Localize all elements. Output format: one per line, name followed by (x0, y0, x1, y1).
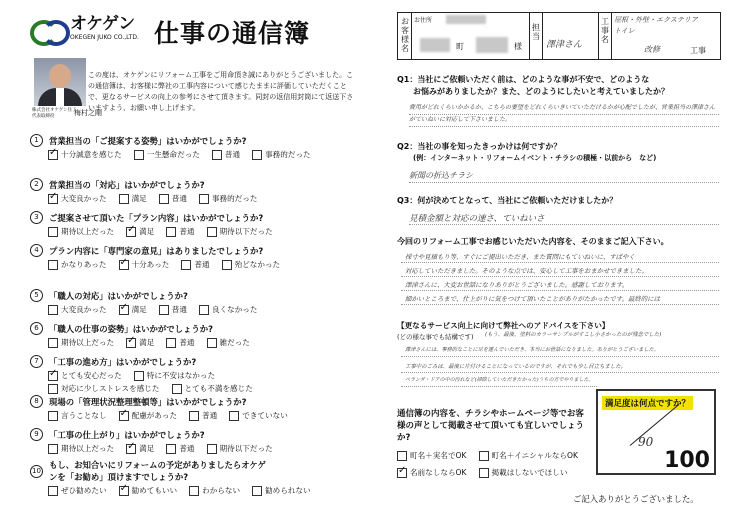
answer-option-label: 普通 (171, 305, 187, 314)
answer-option[interactable] (189, 410, 217, 421)
answer-option[interactable] (48, 370, 122, 381)
answer-option[interactable] (48, 485, 107, 496)
publish-option-label: 町名＋実名でOK (410, 451, 467, 460)
question-number: 6 (30, 322, 43, 335)
publish-option-label: 掲載はしないでほしい (491, 468, 568, 477)
question-1 (30, 134, 323, 160)
answer-option[interactable] (207, 226, 273, 237)
q1-answer: 費用がどれくらいかかるか、こちらの要望をどれくらいきいていただけるかが心配でしたが、営業担当の澤津さんがていねいに対応して下さいました。 (409, 104, 716, 123)
checkbox[interactable] (48, 305, 58, 315)
answer-option-label: 勧められない (265, 486, 311, 495)
redacted-town (420, 38, 450, 52)
checkbox[interactable] (199, 305, 209, 315)
checkbox[interactable] (166, 227, 176, 237)
answer-option[interactable] (48, 443, 114, 454)
checkbox-checked[interactable] (119, 411, 129, 421)
answer-option-label: 大変良かった (61, 305, 107, 314)
answer-option-label: 期待以下だった (219, 227, 273, 236)
checkbox[interactable] (48, 444, 58, 454)
answer-option[interactable] (48, 383, 160, 394)
answer-option[interactable] (166, 226, 194, 237)
question-heading (30, 289, 270, 302)
checkbox[interactable] (252, 150, 262, 160)
work-label: 工事名 (601, 17, 609, 44)
answer-option-label: 対応に少しストレスを感じた (61, 384, 160, 393)
work-suffix: 工事 (690, 46, 706, 55)
question-text: 現場の「管理状況整理整頓等」はいかがでしょうか? (49, 396, 247, 407)
answer-options (48, 193, 270, 204)
answer-option[interactable] (48, 149, 122, 160)
answer-option-label: 特に不安はなかった (146, 371, 216, 380)
answer-options (48, 304, 270, 315)
logo-mark-icon (30, 18, 66, 40)
question-text: 「工事の進め方」はいかがでしょうか? (49, 356, 197, 367)
answer-option-label: わからない (202, 486, 241, 495)
answer-options (48, 410, 300, 421)
question-number: 1 (30, 134, 43, 147)
answer-option-label: 配慮があった (131, 411, 178, 420)
question-text: 「職人の対応」はいかがでしょうか? (49, 290, 188, 301)
q3-label: Q3：何が決めてとなって、当社にご依頼いただけましたか？ (397, 196, 618, 205)
checkbox[interactable] (159, 305, 169, 315)
question-number: 4 (30, 244, 43, 257)
answer-option[interactable] (119, 304, 147, 315)
question-text: 「職人の仕事の姿勢」はいかがでしょうか? (49, 323, 213, 334)
checkbox-checked[interactable] (119, 305, 129, 315)
checkbox-checked[interactable] (119, 260, 129, 270)
checkbox[interactable] (229, 411, 239, 421)
question-text: プラン内容に「専門家の意見」はありましたでしょうか? (49, 245, 264, 256)
advice-line: 澤津さんには、事務的なことに尽を運んでいただき、本当にお世話になりました。ありがとうございました。 (405, 347, 659, 353)
checkbox-checked[interactable] (119, 486, 129, 496)
question-heading (30, 178, 270, 191)
answer-option-label: 言うことなし (61, 411, 107, 420)
answer-option[interactable] (252, 149, 311, 160)
publish-question: 通信簿の内容を、チラシやホームページ等でお客様の声として掲載させて頂いても宜しいでしょうか? (397, 409, 585, 443)
checkbox[interactable] (207, 444, 217, 454)
address-label: お住所 (414, 17, 433, 24)
page-title: 仕事の通信簿 (154, 19, 311, 48)
answer-option-label: ぜひ勧めたい (61, 486, 107, 495)
answer-option[interactable] (166, 443, 194, 454)
question-number: 5 (30, 289, 43, 302)
advice-line: (もう、最後、塗料のカラーサンプルがすこし小さかったのが残念でした) (485, 332, 662, 338)
ceo-caption (32, 108, 102, 120)
checkbox[interactable] (166, 338, 176, 348)
work-line2: トイレ (614, 27, 635, 35)
brand-name: オケゲン (70, 14, 135, 34)
answer-option-label: 普通 (179, 338, 195, 347)
answer-option[interactable] (48, 304, 107, 315)
answer-option-label: 期待以上だった (61, 444, 115, 453)
answer-option[interactable] (199, 193, 258, 204)
question-heading (30, 355, 265, 368)
question-text: ご提案させて頂いた「プラン内容」はいかがでしょうか? (49, 212, 264, 223)
score-divider (630, 404, 680, 446)
satisfaction-score-box (596, 389, 716, 475)
checkbox[interactable] (159, 194, 169, 204)
q3-answer: 見積金額と対応の速さ、ていねいさ (409, 214, 545, 224)
advice-label: 【更なるサービス向上に向けて弊社へのアドバイスを下さい】 (397, 321, 610, 330)
question-heading (30, 322, 262, 335)
q2-label: Q2：当社の事を知ったきっかけは何ですか？ (397, 142, 562, 151)
question-heading (30, 459, 323, 483)
answer-option-label: 期待以上だった (61, 338, 115, 347)
redacted-address (446, 15, 486, 24)
answer-option[interactable] (199, 304, 258, 315)
answer-option-label: とても不満を感じた (184, 384, 253, 393)
question-9 (30, 428, 285, 454)
question-6 (30, 322, 262, 348)
ceo-photo (34, 58, 86, 106)
answer-option-label: 普通 (224, 150, 241, 159)
staff-label: 担当 (532, 23, 540, 41)
score-max: 100 (664, 448, 710, 473)
answer-options (48, 443, 285, 454)
work-line3: 改修 (644, 45, 660, 54)
answer-option[interactable] (252, 485, 311, 496)
answer-option-label: 事務的だった (211, 194, 258, 203)
answer-option-label: 普通 (194, 260, 210, 269)
question-number: 8 (30, 395, 43, 408)
answer-option[interactable] (229, 410, 288, 421)
comment-line: 採寸や見積もり等、すぐにご提出いただき、また質問にもていねいに、すばやく (405, 253, 635, 261)
answer-option-label: 普通 (202, 411, 218, 420)
answer-options (48, 259, 292, 270)
question-number: 9 (30, 428, 43, 441)
checkbox-checked[interactable] (126, 338, 136, 348)
q2-sub: (例：インターネット・リフォームイベント・チラシの積極・以前から など) (413, 154, 657, 162)
answer-options (48, 370, 265, 381)
answer-option-label: 十分あった (131, 260, 170, 269)
answer-option-label: 満足 (131, 305, 147, 314)
advice-line: ベランダ・ドアの中の汚れなど(掃除していただきたかった)うちの方でやりました。 (405, 377, 594, 383)
right-page (365, 0, 730, 516)
q1-label2: お悩みがありましたか？また、どのようにしたいと考えていましたか？ (413, 87, 669, 96)
brand-sub: OKEGEN JUKO CO.,LTD. (70, 34, 139, 41)
thanks-text: ご記入ありがとうございました。 (573, 494, 699, 504)
question-number: 3 (30, 211, 43, 224)
checkbox[interactable] (134, 371, 144, 381)
customer-info-box (397, 12, 721, 60)
answer-options (48, 226, 285, 237)
checkbox[interactable] (48, 227, 58, 237)
question-text: もし、お知合いにリフォームの予定がありましたらオケゲンを「お勧め」頂けますでしょうか? (49, 460, 266, 482)
answer-option-label: 大変良かった (61, 194, 107, 203)
q1-label: Q1：当社にご依頼いただく前は、どのような事が不安で、どのような (397, 75, 650, 84)
answer-option[interactable] (207, 443, 273, 454)
work-line1: 屋根・外壁・エクステリア (614, 16, 698, 24)
question-4 (30, 244, 292, 270)
answer-option-label: 普通 (171, 194, 187, 203)
answer-option-label: 雑だった (219, 338, 250, 347)
question-number: 7 (30, 355, 43, 368)
publish-option[interactable] (479, 467, 568, 478)
score-value: 90 (638, 435, 654, 449)
score-label: 満足度は何点ですか？ (602, 396, 693, 410)
answer-option-label: 満足 (131, 194, 147, 203)
answer-option[interactable] (48, 410, 107, 421)
answer-option[interactable] (48, 193, 107, 204)
company-logo (30, 16, 139, 41)
answer-option-label: 満足 (139, 444, 155, 453)
checkbox-checked[interactable] (48, 150, 58, 160)
q2-answer: 新聞の折込チラシ (409, 171, 473, 180)
checkbox[interactable] (48, 384, 58, 394)
answer-option[interactable] (189, 485, 240, 496)
checkbox-checked[interactable] (397, 468, 407, 478)
checkbox-checked[interactable] (126, 227, 136, 237)
advice-sub: (どの様な事でも結構です) (397, 333, 474, 341)
answer-option-label: 普通 (179, 444, 195, 453)
ceo-role: 代表取締役 (32, 114, 55, 119)
question-heading (30, 244, 292, 257)
answer-option[interactable] (159, 193, 187, 204)
answer-option-label: とても安心だった (61, 371, 122, 380)
question-3 (30, 211, 285, 237)
answer-option-label: 良くなかった (211, 305, 258, 314)
ceo-company: 株式会社オケゲン住工 (32, 108, 77, 113)
checkbox[interactable] (48, 411, 58, 421)
answer-option[interactable] (119, 193, 147, 204)
checkbox[interactable] (172, 384, 182, 394)
intro-text: この度は、オケゲンにリフォーム工事をご用命頂き誠にありがとうございました。この通信簿は、お客様に弊社の工事内容について感じたままに評価していただくことで、更なるサービスの向上の参考にさせて頂きます。同封の返信用封筒にて返送下さいますよう、お願い申し上げます。 (88, 71, 354, 112)
advice-line: 工事中のごみは、最後に片付けることになっているのですが、それでも少し目立ちました。 (405, 364, 627, 370)
staff-name: 澤津さん (546, 40, 583, 50)
checkbox[interactable] (181, 260, 191, 270)
answer-option-label: できていない (242, 411, 288, 420)
question-text: 「工事の仕上がり」はいかがでしょうか? (49, 429, 205, 440)
publish-option[interactable] (479, 450, 578, 461)
answer-option[interactable] (126, 226, 154, 237)
answer-options (48, 149, 323, 160)
checkbox[interactable] (207, 227, 217, 237)
question-heading (30, 428, 285, 441)
sama-label: 様 (514, 42, 522, 51)
checkbox[interactable] (189, 411, 199, 421)
checkbox[interactable] (134, 150, 144, 160)
answer-option[interactable] (48, 337, 114, 348)
checkbox[interactable] (48, 260, 58, 270)
answer-option-label: 殆どなかった (234, 260, 281, 269)
answer-option[interactable] (134, 149, 200, 160)
answer-option-label: 満足 (139, 227, 155, 236)
checkbox[interactable] (222, 260, 232, 270)
answer-option[interactable] (166, 337, 194, 348)
answer-option[interactable] (126, 443, 154, 454)
comment-line: 細かいところまで、仕上がりに気をつけて頂いたことがありがたかったです。最終的には (405, 295, 660, 303)
answer-option[interactable] (119, 485, 178, 496)
checkbox[interactable] (199, 194, 209, 204)
question-7 (30, 355, 265, 394)
answer-option[interactable] (119, 259, 170, 270)
answer-option[interactable] (207, 337, 250, 348)
checkbox[interactable] (397, 451, 407, 461)
question-heading (30, 134, 323, 147)
publish-options-row2 (397, 467, 579, 478)
question-heading (30, 395, 300, 408)
answer-options (48, 383, 265, 394)
answer-option-label: かなりあった (61, 260, 107, 269)
publish-options-row1 (397, 450, 590, 461)
publish-option-label: 名前なしならOK (410, 468, 467, 477)
comment-line: 澤津さんに、大変お世話になりありがとうございました。感謝しております。 (405, 281, 629, 289)
checkbox-checked[interactable] (48, 194, 58, 204)
answer-option[interactable] (48, 259, 107, 270)
publish-option-label: 町名＋イニシャルならOK (491, 451, 578, 460)
checkbox[interactable] (479, 451, 489, 461)
answer-option[interactable] (172, 383, 253, 394)
checkbox[interactable] (189, 486, 199, 496)
question-10 (30, 459, 323, 496)
question-text: 営業担当の「対応」はいかがでしょうか? (49, 179, 205, 190)
checkbox[interactable] (252, 486, 262, 496)
question-8 (30, 395, 300, 421)
answer-option-label: 普通 (179, 227, 195, 236)
answer-option-label: 期待以下だった (219, 444, 273, 453)
answer-option[interactable] (48, 226, 114, 237)
redacted-name (476, 37, 508, 53)
question-2 (30, 178, 270, 204)
answer-option[interactable] (222, 259, 281, 270)
answer-option-label: 満足 (139, 338, 155, 347)
checkbox-checked[interactable] (126, 444, 136, 454)
answer-option[interactable] (134, 370, 215, 381)
answer-option[interactable] (212, 149, 240, 160)
checkbox[interactable] (166, 444, 176, 454)
checkbox[interactable] (119, 194, 129, 204)
answer-option-label: 一生懸命だった (146, 150, 200, 159)
ceo-name: 梅村之剛 (74, 109, 102, 117)
answer-option[interactable] (181, 259, 209, 270)
checkbox[interactable] (207, 338, 217, 348)
answer-option[interactable] (126, 337, 154, 348)
comment-label: 今回のリフォーム工事でお感じいただいた内容を、そのままご記入下さい。 (397, 237, 669, 246)
checkbox-checked[interactable] (48, 371, 58, 381)
answer-options (48, 337, 262, 348)
question-text: 営業担当の「ご提案する姿勢」はいかがでしょうか? (49, 135, 247, 146)
answer-option-label: 事務的だった (265, 150, 311, 159)
answer-option[interactable] (119, 410, 178, 421)
question-5 (30, 289, 270, 315)
checkbox[interactable] (212, 150, 222, 160)
answer-option[interactable] (159, 304, 187, 315)
answer-options (48, 485, 323, 496)
answer-option-label: 勧めてもいい (131, 486, 178, 495)
question-number: 2 (30, 178, 43, 191)
answer-option-label: 期待以上だった (61, 227, 115, 236)
publish-option[interactable] (397, 450, 467, 461)
question-heading (30, 211, 285, 224)
publish-option[interactable] (397, 467, 467, 478)
checkbox[interactable] (48, 486, 58, 496)
question-number: 10 (30, 465, 43, 478)
checkbox[interactable] (479, 468, 489, 478)
customer-label: お客様名 (401, 17, 409, 53)
checkbox[interactable] (48, 338, 58, 348)
town-label: 町 (456, 42, 464, 51)
comment-line: 対応していただきました。そのような点では、安心して工事をおまかせできました。 (405, 267, 648, 275)
answer-option-label: 十分誠意を感じた (61, 150, 122, 159)
